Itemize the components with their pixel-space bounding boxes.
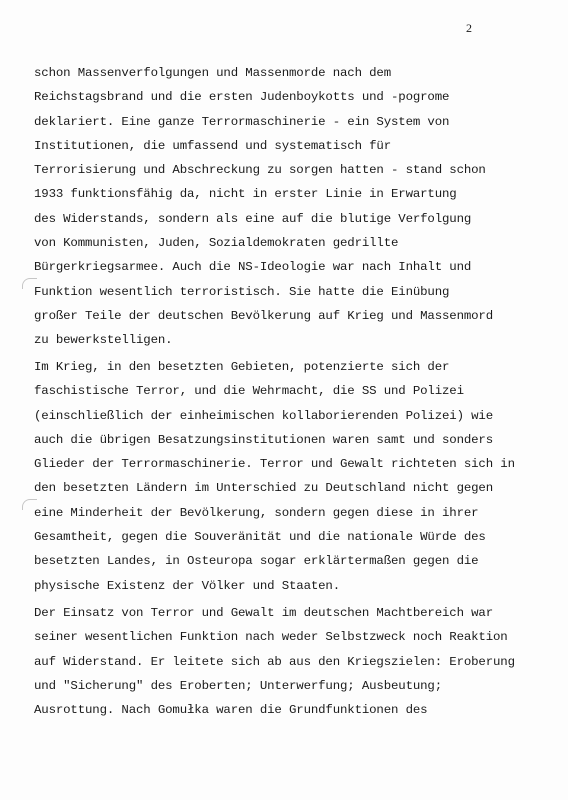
text-line: Glieder der Terrormaschinerie. Terror und Gewalt richteten sich in xyxy=(34,457,515,472)
text-line: Reichstagsbrand und die ersten Judenboykotts und -pogrome xyxy=(34,90,450,105)
text-line: Terrorisierung und Abschreckung zu sorgen hatten - stand schon xyxy=(34,163,486,178)
text-line: Institutionen, die umfassend und systematisch für xyxy=(34,138,391,153)
text-line: physische Existenz der Völker und Staaten. xyxy=(34,578,340,593)
paragraph-1 xyxy=(34,61,544,353)
text-line: Gesamtheit, gegen die Souveränität und die nationale Würde des xyxy=(34,530,486,545)
text-line: des Widerstands, sondern als eine auf die blutige Verfolgung xyxy=(34,211,472,226)
text-line: auf Widerstand. Er leitete sich ab aus den Kriegszielen: Eroberung xyxy=(34,654,515,669)
text-line: deklariert. Eine ganze Terrormaschinerie - ein System von xyxy=(34,114,450,129)
paragraph-2 xyxy=(34,355,544,598)
text-line: von Kommunisten, Juden, Sozialdemokraten gedrillte xyxy=(34,236,399,251)
text-line: Der Einsatz von Terror und Gewalt im deutschen Machtbereich war xyxy=(34,606,493,620)
text-line: und "Sicherung" des Eroberten; Unterwerfung; Ausbeutung; xyxy=(34,678,442,693)
text-line: großer Teile der deutschen Bevölkerung auf Krieg und Massenmord xyxy=(34,308,493,323)
page-number: 2 xyxy=(466,21,472,35)
text-line: den besetzten Ländern im Unterschied zu Deutschland nicht gegen xyxy=(34,481,493,496)
text-line: Im Krieg, in den besetzten Gebieten, potenzierte sich der xyxy=(34,360,450,374)
text-line: auch die übrigen Besatzungsinstitutionen waren samt und sonders xyxy=(34,432,493,447)
text-line: besetzten Landes, in Osteuropa sogar erklärtermaßen gegen die xyxy=(34,554,479,569)
text-line: eine Minderheit der Bevölkerung, sondern gegen diese in ihrer xyxy=(34,505,479,520)
text-line: Funktion wesentlich terroristisch. Sie hatte die Einübung xyxy=(34,284,450,299)
text-line: schon Massenverfolgungen und Massenmorde nach dem xyxy=(34,66,391,80)
text-line: Bürgerkriegsarmee. Auch die NS-Ideologie war nach Inhalt und xyxy=(34,260,472,275)
text-line: Ausrottung. Nach Gomułka waren die Grundfunktionen des xyxy=(34,703,428,718)
paragraph-3 xyxy=(34,601,544,722)
text-line: (einschließlich der einheimischen kollaborierenden Polizei) wie xyxy=(34,408,493,423)
text-line: 1933 funktionsfähig da, nicht in erster Linie in Erwartung xyxy=(34,187,457,202)
text-line: faschistische Terror, und die Wehrmacht, die SS und Polizei xyxy=(34,384,464,399)
text-line: zu bewerkstelligen. xyxy=(34,333,173,348)
text-line: seiner wesentlichen Funktion nach weder Selbstzweck noch Reaktion xyxy=(34,630,508,645)
